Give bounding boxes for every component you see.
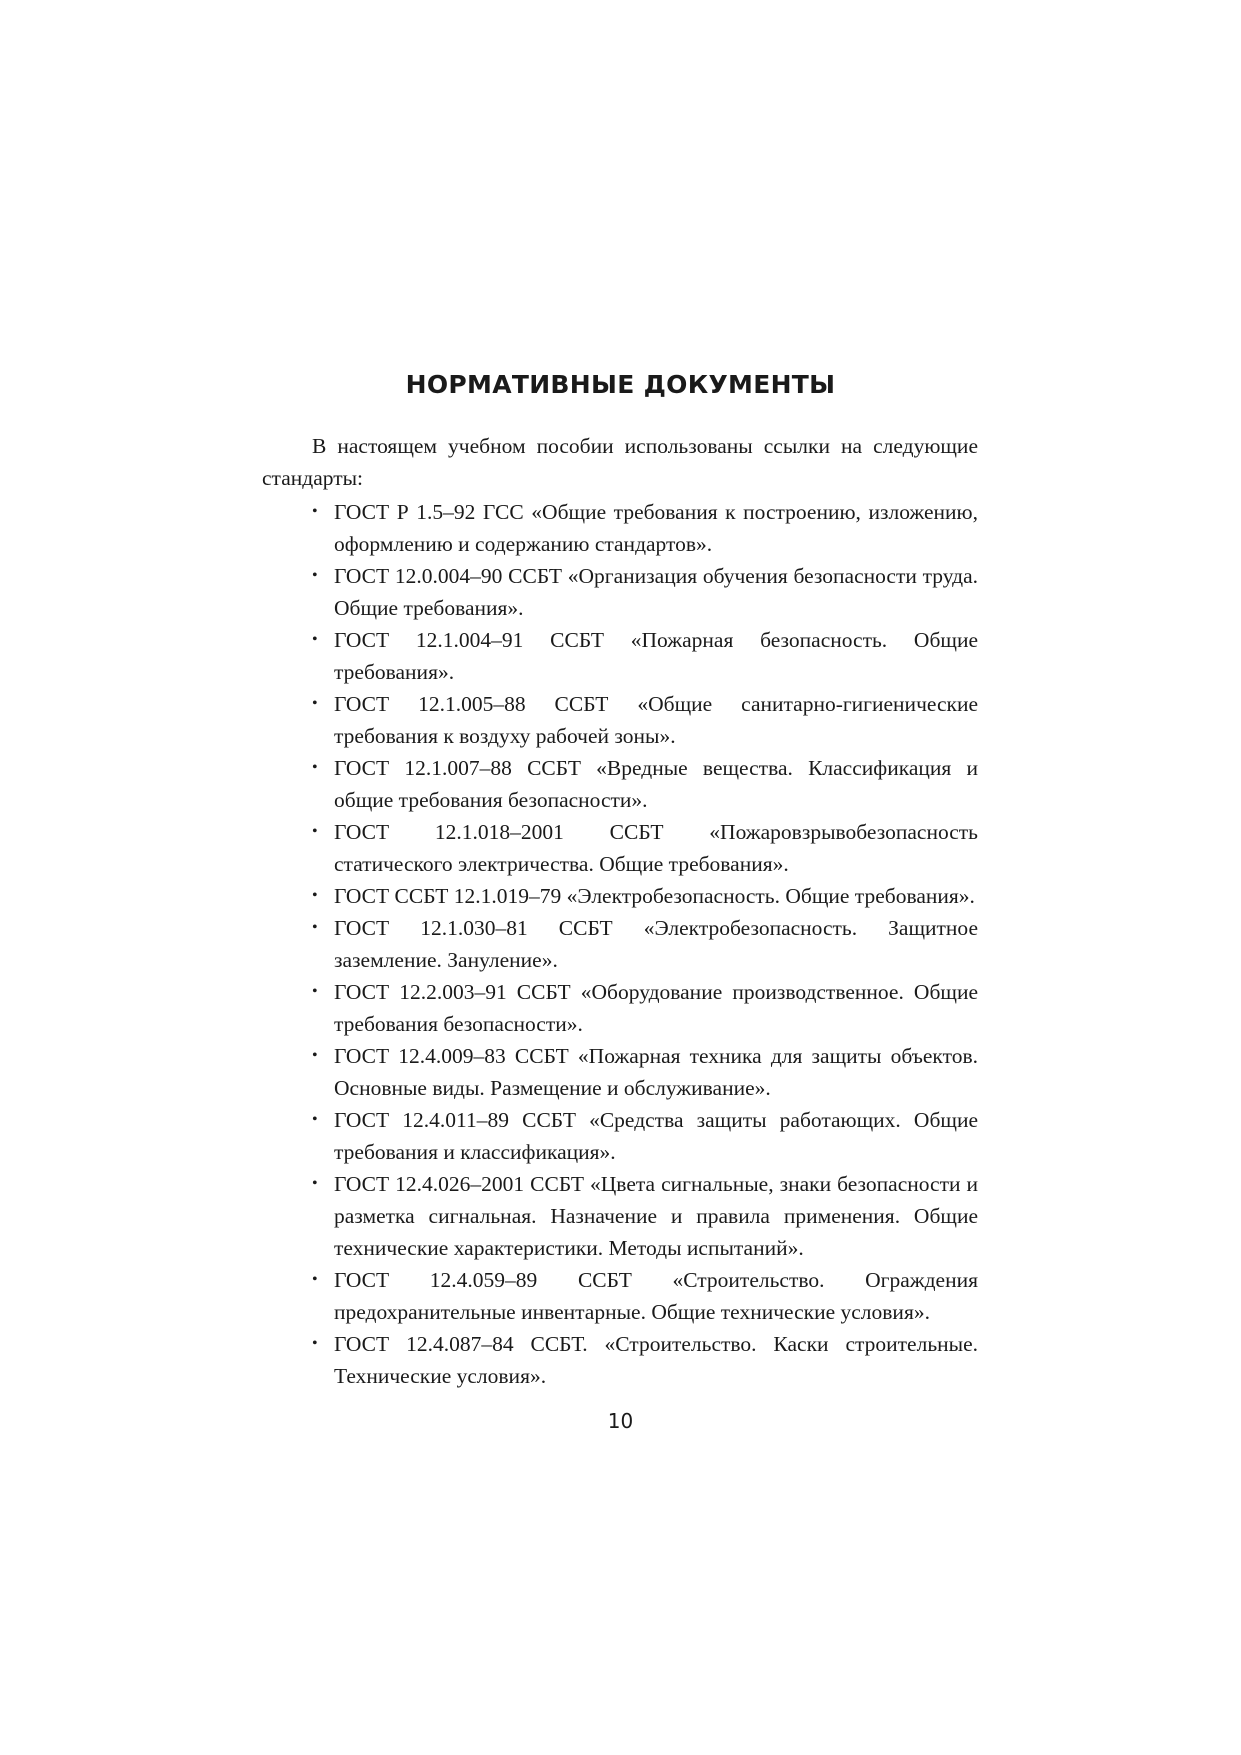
list-item [312, 912, 978, 976]
list-item [312, 496, 978, 560]
list-item-text: ГОСТ 12.4.011–89 ССБТ «Средства защиты работающих. Общие требования и классификация». [334, 1108, 978, 1164]
bullet-icon: • [312, 1175, 318, 1192]
list-item-text: ГОСТ 12.2.003–91 ССБТ «Оборудование производственное. Общие требования безопасности». [334, 980, 978, 1036]
list-item-text: ГОСТ 12.1.018–2001 ССБТ «Пожаровзрывобезопасность статического электричества. Общие требования». [334, 820, 978, 876]
bullet-icon: • [312, 1335, 318, 1352]
list-item-text: ГОСТ Р 1.5–92 ГСС «Общие требования к построению, изложению, оформлению и содержанию стандартов». [334, 500, 978, 556]
list-item-text: ГОСТ 12.1.030–81 ССБТ «Электробезопасность. Защитное заземление. Зануление». [334, 916, 978, 972]
bullet-icon: • [312, 919, 318, 936]
bullet-icon: • [312, 695, 318, 712]
intro-paragraph: В настоящем учебном пособии использованы ссылки на следующие стандарты: [262, 434, 978, 490]
list-item-text: ГОСТ 12.1.007–88 ССБТ «Вредные вещества. Классификация и общие требования безопасности». [334, 756, 978, 812]
bullet-icon: • [312, 887, 318, 904]
bullet-icon: • [312, 567, 318, 584]
bullet-icon: • [312, 503, 318, 520]
bullet-icon: • [312, 631, 318, 648]
list-item [312, 624, 978, 688]
bullet-icon: • [312, 983, 318, 1000]
list-item [312, 1040, 978, 1104]
bullet-icon: • [312, 1047, 318, 1064]
list-item [312, 1168, 978, 1264]
page-number: 10 [607, 1409, 634, 1433]
list-item [312, 976, 978, 1040]
list-item [312, 752, 978, 816]
list-item [312, 816, 978, 880]
document-body [262, 430, 978, 1392]
list-item [312, 880, 978, 912]
list-item-text: ГОСТ 12.1.005–88 ССБТ «Общие санитарно-гигиенические требования к воздуху рабочей зоны». [334, 692, 978, 748]
bullet-icon: • [312, 759, 318, 776]
list-item-text: ГОСТ 12.0.004–90 ССБТ «Организация обучения безопасности труда. Общие требования». [334, 564, 978, 620]
list-item-text: ГОСТ 12.4.059–89 ССБТ «Строительство. Ограждения предохранительные инвентарные. Общие технические условия». [334, 1268, 978, 1324]
list-item [312, 1264, 978, 1328]
bullet-icon: • [312, 1271, 318, 1288]
list-item [312, 1328, 978, 1392]
page-title: НОРМАТИВНЫЕ ДОКУМЕНТЫ [405, 370, 836, 399]
list-item [312, 688, 978, 752]
list-item-text: ГОСТ ССБТ 12.1.019–79 «Электробезопасность. Общие требования». [334, 884, 975, 908]
list-item-text: ГОСТ 12.1.004–91 ССБТ «Пожарная безопасность. Общие требования». [334, 628, 978, 684]
list-item [312, 1104, 978, 1168]
list-item [312, 560, 978, 624]
list-item-text: ГОСТ 12.4.026–2001 ССБТ «Цвета сигнальные, знаки безопасности и разметка сигнальная. Назначение и правила применения. Общие технические характеристики. Методы испытаний». [334, 1172, 978, 1260]
standards-list [262, 496, 978, 1392]
list-item-text: ГОСТ 12.4.009–83 ССБТ «Пожарная техника для защиты объектов. Основные виды. Размещение и обслуживание». [334, 1044, 978, 1100]
bullet-icon: • [312, 823, 318, 840]
list-item-text: ГОСТ 12.4.087–84 ССБТ. «Строительство. Каски строительные. Технические условия». [334, 1332, 978, 1388]
bullet-icon: • [312, 1111, 318, 1128]
